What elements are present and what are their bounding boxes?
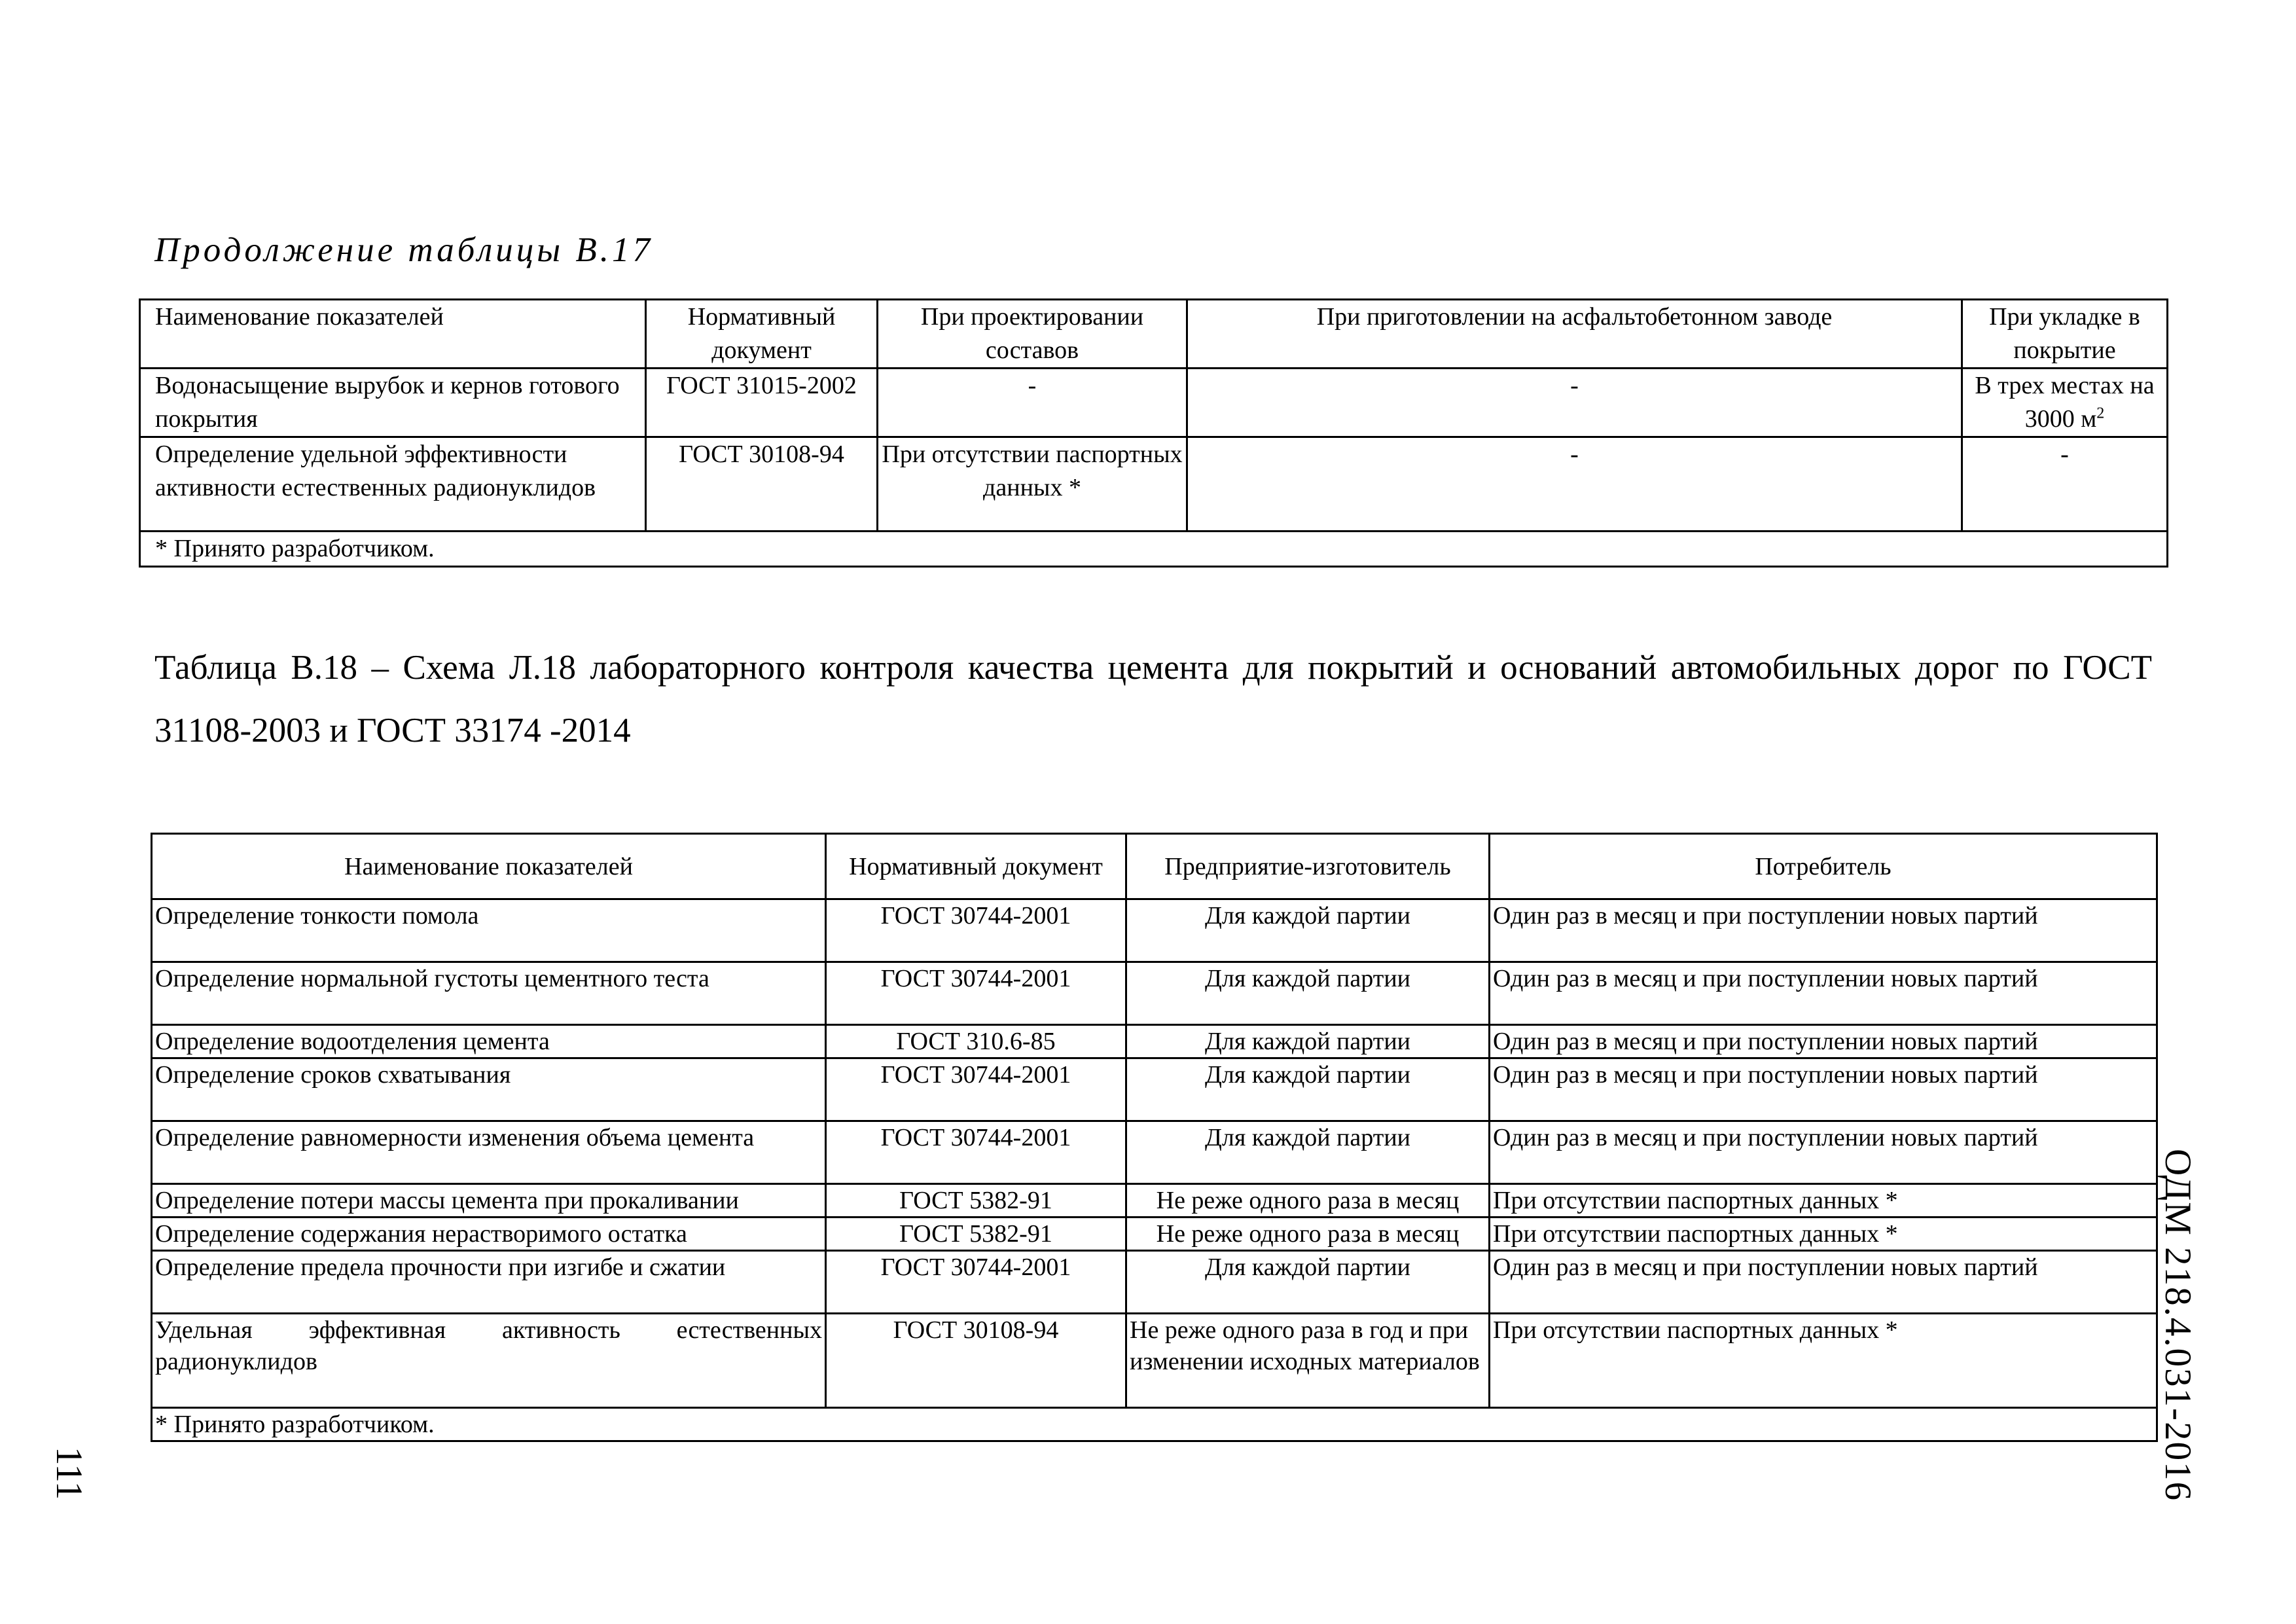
table-row <box>152 962 2157 1025</box>
plant-cell: - <box>1187 437 1962 532</box>
table1-caption: Продолжение таблицы В.17 <box>154 231 654 269</box>
footnote-row <box>140 532 2168 567</box>
document-code: ОДМ 218.4.031-2016 <box>2157 1149 2198 1502</box>
laying-cell: - <box>1962 437 2168 532</box>
consumer-cell: Один раз в месяц и при поступлении новых партий <box>1490 899 2157 962</box>
header-cell: Наименование показателей <box>140 300 646 369</box>
table-row <box>152 1121 2157 1184</box>
document-cell: ГОСТ 30108-94 <box>826 1314 1126 1408</box>
footnote: * Принято разработчиком. <box>140 532 2168 567</box>
manufacturer-cell: Для каждой партии <box>1126 899 1490 962</box>
header-cell: Предприятие-изготовитель <box>1126 834 1490 899</box>
indicator-cell: Определение водоотделения цемента <box>152 1025 826 1058</box>
laying-text: В трех местах на 3000 м <box>1975 372 2155 433</box>
table-row <box>152 1314 2157 1408</box>
footnote-row <box>152 1408 2157 1441</box>
indicator-cell: Определение удельной эффективности активности естественных радионуклидов <box>140 437 646 532</box>
table-row <box>140 437 2168 532</box>
header-cell: Нормативный документ <box>826 834 1126 899</box>
consumer-cell: При отсутствии паспортных данных * <box>1490 1218 2157 1251</box>
page-number: 111 <box>48 1447 90 1500</box>
header-cell: Наименование показателей <box>152 834 826 899</box>
indicator-cell: Определение тонкости помола <box>152 899 826 962</box>
table-row <box>152 1184 2157 1218</box>
table-row <box>152 899 2157 962</box>
indicator-cell: Определение нормальной густоты цементного теста <box>152 962 826 1025</box>
plant-cell: - <box>1187 369 1962 437</box>
header-cell: Нормативный документ <box>646 300 878 369</box>
document-cell: ГОСТ 30744-2001 <box>826 1251 1126 1314</box>
table-v18 <box>151 833 2158 1442</box>
table-row <box>152 1058 2157 1121</box>
header-cell: При укладке в покрытие <box>1962 300 2168 369</box>
manufacturer-cell: Для каждой партии <box>1126 1121 1490 1184</box>
document-cell: ГОСТ 5382-91 <box>826 1184 1126 1218</box>
consumer-cell: Один раз в месяц и при поступлении новых партий <box>1490 1121 2157 1184</box>
footnote: * Принято разработчиком. <box>152 1408 2157 1441</box>
document-cell: ГОСТ 31015-2002 <box>646 369 878 437</box>
table-header-row <box>152 834 2157 899</box>
header-cell: При проектировании составов <box>878 300 1187 369</box>
document-cell: ГОСТ 30108-94 <box>646 437 878 532</box>
table-row <box>152 1251 2157 1314</box>
indicator-cell: Определение предела прочности при изгибе и сжатии <box>152 1251 826 1314</box>
consumer-cell: Один раз в месяц и при поступлении новых партий <box>1490 1058 2157 1121</box>
table-header-row <box>140 300 2168 369</box>
laying-cell <box>1962 369 2168 437</box>
indicator-cell: Определение потери массы цемента при прокаливании <box>152 1184 826 1218</box>
indicator-cell: Удельная эффективная активность естественных радионуклидов <box>152 1314 826 1408</box>
document-cell: ГОСТ 30744-2001 <box>826 1058 1126 1121</box>
manufacturer-cell: Для каждой партии <box>1126 1251 1490 1314</box>
design-cell: При отсутствии паспортных данных * <box>878 437 1187 532</box>
document-cell: ГОСТ 30744-2001 <box>826 1121 1126 1184</box>
header-cell: Потребитель <box>1490 834 2157 899</box>
manufacturer-cell: Не реже одного раза в год и при изменении исходных материалов <box>1126 1314 1490 1408</box>
table-row <box>140 369 2168 437</box>
consumer-cell: При отсутствии паспортных данных * <box>1490 1314 2157 1408</box>
manufacturer-cell: Для каждой партии <box>1126 1058 1490 1121</box>
table2-caption: Таблица В.18 – Схема Л.18 лабораторного контроля качества цемента для покрытий и оснований автомобильных дорог по ГОСТ 31108-2003 и ГОСТ 33174 -2014 <box>154 649 2152 749</box>
document-cell: ГОСТ 5382-91 <box>826 1218 1126 1251</box>
table-row <box>152 1025 2157 1058</box>
document-cell: ГОСТ 30744-2001 <box>826 899 1126 962</box>
manufacturer-cell: Не реже одного раза в месяц <box>1126 1218 1490 1251</box>
indicator-cell: Определение сроков схватывания <box>152 1058 826 1121</box>
consumer-cell: Один раз в месяц и при поступлении новых партий <box>1490 1025 2157 1058</box>
consumer-cell: Один раз в месяц и при поступлении новых партий <box>1490 962 2157 1025</box>
design-cell: - <box>878 369 1187 437</box>
indicator-cell: Водонасыщение вырубок и кернов готового покрытия <box>140 369 646 437</box>
manufacturer-cell: Не реже одного раза в месяц <box>1126 1184 1490 1218</box>
indicator-cell: Определение содержания нерастворимого остатка <box>152 1218 826 1251</box>
superscript: 2 <box>2096 405 2105 422</box>
document-cell: ГОСТ 310.6-85 <box>826 1025 1126 1058</box>
table-v17-continuation <box>139 298 2168 568</box>
indicator-cell: Определение равномерности изменения объема цемента <box>152 1121 826 1184</box>
manufacturer-cell: Для каждой партии <box>1126 1025 1490 1058</box>
consumer-cell: Один раз в месяц и при поступлении новых партий <box>1490 1251 2157 1314</box>
consumer-cell: При отсутствии паспортных данных * <box>1490 1184 2157 1218</box>
table-row <box>152 1218 2157 1251</box>
header-cell: При приготовлении на асфальтобетонном заводе <box>1187 300 1962 369</box>
document-cell: ГОСТ 30744-2001 <box>826 962 1126 1025</box>
manufacturer-cell: Для каждой партии <box>1126 962 1490 1025</box>
